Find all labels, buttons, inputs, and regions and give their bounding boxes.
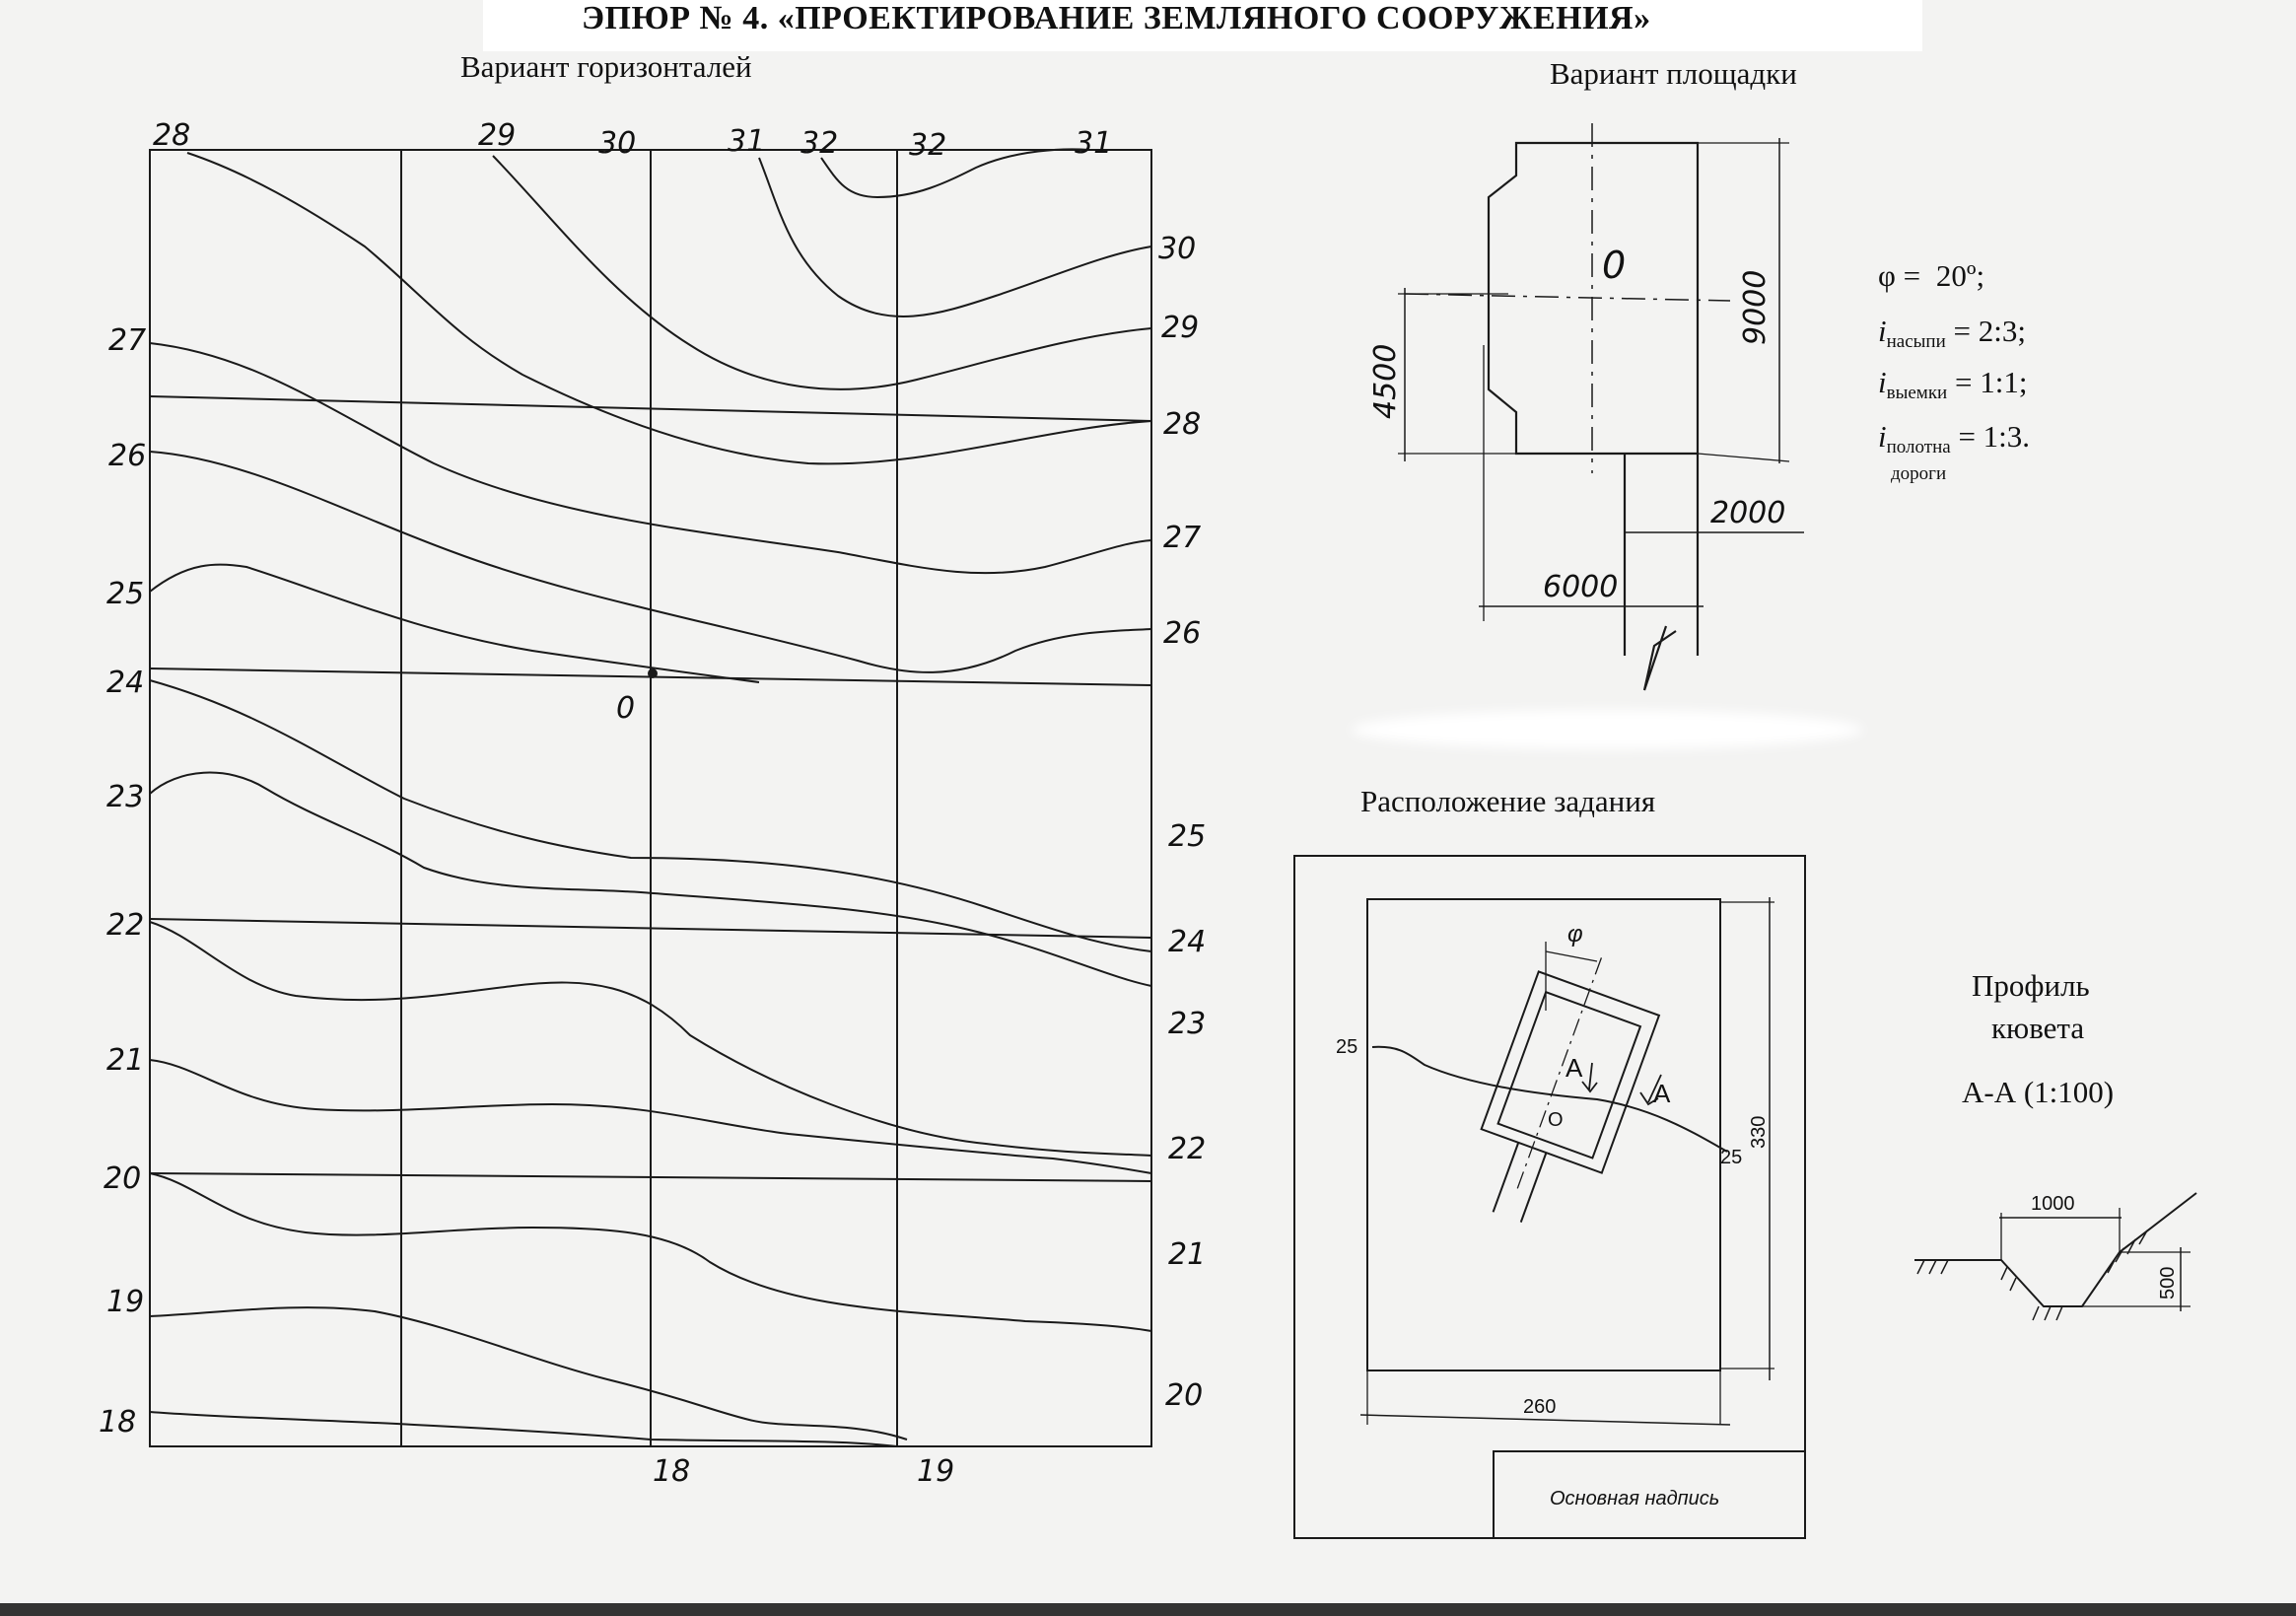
dim-6000: 6000	[1543, 570, 1619, 604]
param-fill-sub: насыпи	[1886, 331, 1946, 352]
left-label: 26	[108, 439, 147, 473]
top-label: 29	[478, 118, 517, 153]
top-label: 30	[598, 126, 637, 161]
right-label: 23	[1168, 1007, 1207, 1041]
top-label: 31	[728, 124, 766, 159]
contour-32	[821, 149, 1089, 197]
layout-outer-frame	[1294, 856, 1805, 1538]
section-arrow-1	[1582, 1063, 1597, 1091]
right-label: 27	[1163, 521, 1202, 555]
point-o-label: 0	[616, 691, 636, 726]
left-label: 23	[106, 780, 145, 814]
layout-section-label-2: A	[1653, 1079, 1671, 1108]
page-title: ЭПЮР № 4. «ПРОЕКТИРОВАНИЕ ЗЕМЛЯНОГО СООРУЖЕНИЯ»	[582, 0, 1651, 36]
ditch-heading-3: А-А (1:100)	[1962, 1075, 2115, 1109]
param-road-sub: полотна	[1886, 437, 1951, 457]
param-cut	[1878, 365, 2027, 404]
layout-phi-label: φ	[1567, 921, 1583, 948]
param-cut-sub: выемки	[1886, 383, 1948, 403]
right-label: 22	[1168, 1132, 1207, 1166]
left-label: 25	[106, 577, 145, 611]
right-label: 24	[1168, 925, 1207, 959]
contour-31	[759, 158, 1151, 316]
left-label: 18	[99, 1405, 137, 1440]
param-road-sub2: дороги	[1891, 463, 1947, 484]
param-phi-value: 20º;	[1935, 258, 1985, 293]
left-label: 27	[108, 323, 147, 358]
param-road-symbol: i	[1878, 419, 1887, 454]
param-cut-symbol: i	[1878, 365, 1887, 399]
road-break	[1644, 626, 1676, 690]
param-fill-value: = 2:3;	[1953, 314, 2026, 348]
layout-contour-label-left: 25	[1336, 1036, 1358, 1058]
site-heading: Вариант площадки	[1550, 56, 1797, 91]
right-label: 25	[1168, 819, 1207, 854]
param-fill-symbol: i	[1878, 314, 1887, 348]
ditch-dim-500: 500	[2157, 1266, 2179, 1300]
right-label: 20	[1165, 1378, 1204, 1413]
top-label: 31	[1075, 126, 1113, 161]
scan-edge-strip	[0, 1603, 2296, 1616]
contour-19	[150, 1412, 897, 1446]
contour-30	[493, 156, 1151, 389]
left-label: 22	[106, 908, 145, 943]
layout-rotated-site	[1456, 940, 1671, 1243]
bottom-label: 19	[917, 1454, 955, 1489]
layout-inner-frame	[1367, 899, 1720, 1370]
param-fill	[1878, 314, 2026, 353]
right-label: 29	[1161, 311, 1200, 345]
left-label: 19	[106, 1285, 145, 1319]
left-label: 21	[106, 1043, 145, 1078]
dim-4500: 4500	[1368, 343, 1403, 419]
right-label: 28	[1163, 407, 1202, 442]
point-o-marker	[649, 669, 657, 677]
param-road-value: = 1:3.	[1958, 419, 2031, 454]
top-label: 32	[800, 126, 839, 161]
bottom-label: 18	[653, 1454, 691, 1489]
layout-dim-330: 330	[1748, 1115, 1770, 1149]
right-label: 26	[1163, 616, 1202, 651]
left-label: 24	[106, 666, 145, 700]
ditch-heading-2: кювета	[1991, 1011, 2085, 1045]
site-axis-h	[1405, 294, 1730, 301]
param-phi-eq: =	[1903, 258, 1921, 293]
white-smudge	[1351, 710, 1863, 749]
layout-section-label-1: A	[1565, 1053, 1583, 1083]
layout-point-label: O	[1548, 1109, 1564, 1131]
left-label: 20	[104, 1161, 142, 1196]
top-label: 28	[153, 118, 191, 153]
ditch-heading-1: Профиль	[1972, 968, 2090, 1003]
param-road	[1878, 419, 2030, 458]
layout-heading: Расположение задания	[1360, 784, 1656, 818]
param-phi	[1878, 258, 1984, 294]
contours-heading: Вариант горизонталей	[460, 49, 752, 84]
dim-9000: 9000	[1738, 269, 1773, 345]
layout-contour-25	[1372, 1047, 1727, 1152]
layout-stamp-text: Основная надпись	[1550, 1488, 1720, 1510]
right-label: 21	[1168, 1237, 1207, 1272]
ditch-dim-1000: 1000	[2031, 1193, 2075, 1215]
dim-2000: 2000	[1710, 496, 1786, 530]
contour-20	[150, 1307, 907, 1440]
layout-dim-260: 260	[1523, 1396, 1557, 1418]
param-phi-symbol: φ	[1878, 258, 1896, 293]
right-label: 30	[1158, 232, 1197, 266]
param-cut-value: = 1:1;	[1954, 365, 2028, 399]
top-label: 32	[909, 128, 947, 163]
layout-contour-label-right: 25	[1720, 1147, 1743, 1168]
contour-26	[150, 565, 759, 682]
site-point-label: 0	[1602, 244, 1627, 287]
